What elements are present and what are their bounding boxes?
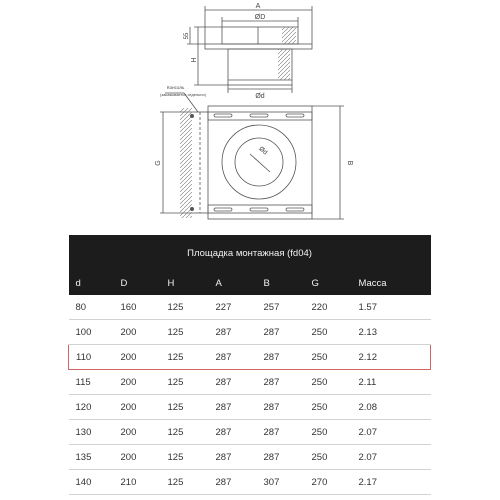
console-note-line1: Консоль [167,85,185,90]
table-cell: 210 [114,470,161,495]
table-title-row [69,235,431,271]
table-row [69,395,431,420]
table-cell: 2.11 [352,370,431,395]
table-cell: 287 [209,370,257,395]
table-cell: 200 [114,320,161,345]
insulation-hatch-upper [282,27,296,44]
column-header: G [305,271,352,295]
wall-hatch [180,108,192,218]
dim-label-H: H [191,57,198,63]
table-cell: 287 [257,370,305,395]
dim-label-d: Ød [255,93,265,100]
table-cell: 200 [114,345,161,370]
technical-drawing [0,0,500,235]
dim-label-G: G [155,160,162,166]
table-cell: 200 [114,420,161,445]
table-cell: 2.07 [352,420,431,445]
table-cell: 250 [305,395,352,420]
table-title: Площадка монтажная (fd04) [69,235,431,271]
column-header: B [257,271,305,295]
table-cell: 125 [161,445,209,470]
table-cell: 125 [161,370,209,395]
table-cell: 287 [209,320,257,345]
table-cell: 125 [161,345,209,370]
table-cell: 287 [257,395,305,420]
table-cell: 250 [305,345,352,370]
table-cell: 160 [114,295,161,320]
table-cell: 115 [69,370,114,395]
table-cell: 125 [161,320,209,345]
table-cell: 287 [257,445,305,470]
column-header: d [69,271,114,295]
table-cell: 100 [69,320,114,345]
table-cell: 250 [305,420,352,445]
table-cell: 125 [161,470,209,495]
table-cell: 130 [69,420,114,445]
column-header: H [161,271,209,295]
table-cell: 250 [305,445,352,470]
spec-table [68,235,431,495]
insulation-hatch-lower [278,49,290,80]
column-header: Масса [352,271,431,295]
table-cell: 2.08 [352,395,431,420]
table-cell: 220 [305,295,352,320]
table-cell: 287 [257,345,305,370]
table-cell: 250 [305,320,352,345]
table-cell: 120 [69,395,114,420]
table-cell: 227 [209,295,257,320]
console-note-line2: (заказывается отдельно) [160,92,207,97]
column-header: D [114,271,161,295]
table-cell: 200 [114,445,161,470]
table-cell: 270 [305,470,352,495]
table-row [69,320,431,345]
table-header-row [69,271,431,295]
table-cell: 287 [209,345,257,370]
table-row [69,445,431,470]
table-cell: 287 [209,445,257,470]
table-cell: 125 [161,395,209,420]
dim-label-55: 55 [184,32,190,40]
table-cell: 200 [114,370,161,395]
table-cell: 2.07 [352,445,431,470]
table-body [69,295,431,495]
table-cell: 110 [69,345,114,370]
table-row [69,295,431,320]
dim-label-A: A [255,3,261,10]
dim-label-D: ØD [254,14,266,21]
table-cell: 125 [161,420,209,445]
table-row [69,370,431,395]
table-cell: 287 [257,420,305,445]
table-cell: 307 [257,470,305,495]
table-cell: 2.12 [352,345,431,370]
table-cell: 2.13 [352,320,431,345]
table-row [69,420,431,445]
bolt-top [190,114,194,118]
table-cell: 200 [114,395,161,420]
column-header: A [209,271,257,295]
table-cell: 287 [257,320,305,345]
table-cell: 1.57 [352,295,431,320]
table-cell: 250 [305,370,352,395]
table-cell: 287 [209,470,257,495]
side-view [187,6,312,93]
table-cell: 2.17 [352,470,431,495]
bolt-bottom [190,207,194,211]
table-row [69,345,431,370]
table-cell: 257 [257,295,305,320]
table-cell: 125 [161,295,209,320]
table-cell: 135 [69,445,114,470]
table-cell: 80 [69,295,114,320]
table-cell: 140 [69,470,114,495]
table-row [69,470,431,495]
dim-label-B: B [346,160,353,166]
table-cell: 287 [209,395,257,420]
dim-label-d-inner: Ød [257,145,269,157]
table-cell: 287 [209,420,257,445]
